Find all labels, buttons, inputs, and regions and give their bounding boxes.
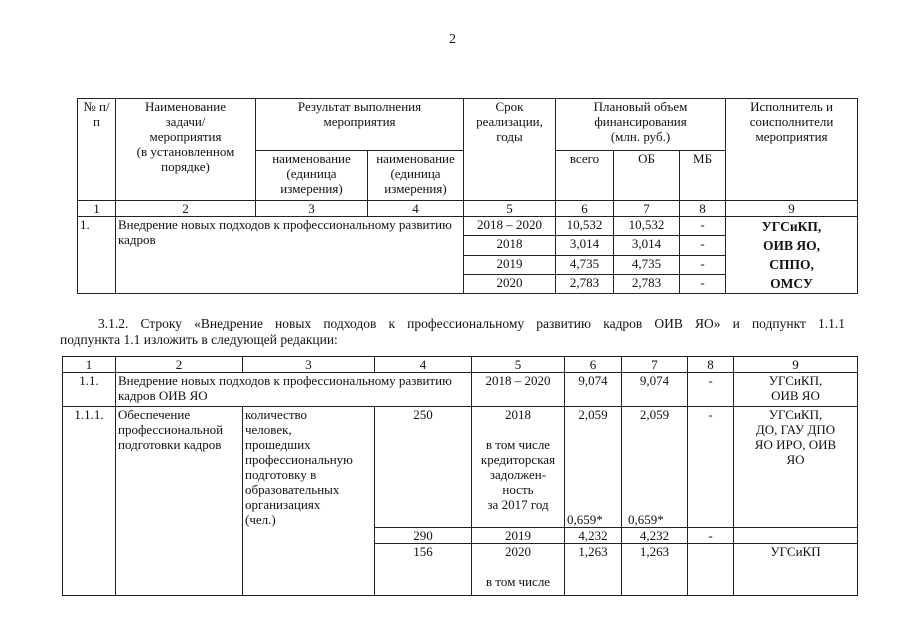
row-value: 290 [375,528,472,544]
col-number: 9 [726,201,858,217]
row-total: 2,783 [556,274,614,293]
header-result-value: наименование (единица измерения) [368,151,464,201]
row-year: 2019 [464,255,556,274]
row-executors: УГСиКП, ОИВ ЯО, СППО, ОМСУ [726,217,858,294]
row-total: 3,014 [556,236,614,255]
col-number: 8 [680,201,726,217]
header-result: Результат выполнения мероприятия [256,99,464,151]
row-ob-star: 0,659* [628,512,664,527]
col-number: 4 [375,357,472,373]
col-number: 5 [472,357,565,373]
col-number: 5 [464,201,556,217]
row-unit: количество человек, прошедших профессиональную подготовку в образовательных организациях (чел.) [243,407,375,596]
row-name: Внедрение новых подходов к профессиональному развитию кадров ОИВ ЯО [116,373,472,407]
row-executors [734,528,858,544]
header-num: № п/п [78,99,116,201]
row-year: 2020 [464,274,556,293]
amendment-paragraph [60,316,845,348]
header-funding-ob: ОБ [614,151,680,201]
row-year: 2020 в том числе [472,544,565,596]
col-number: 3 [256,201,368,217]
row-value: 250 [375,407,472,528]
table-1 [77,98,858,294]
row-mb: - [688,407,734,528]
row-total: 9,074 [565,373,622,407]
row-total: 2,059 0,659* [565,407,622,528]
row-executors: УГСиКП, ОИВ ЯО [734,373,858,407]
col-number: 7 [614,201,680,217]
header-funding: Плановый объем финансирования (млн. руб.) [556,99,726,151]
row-ob: 1,263 [622,544,688,596]
row-total: 4,232 [565,528,622,544]
col-number: 2 [116,201,256,217]
row-ob: 9,074 [622,373,688,407]
row-executors: УГСиКП, ДО, ГАУ ДПО ЯО ИРО, ОИВ ЯО [734,407,858,528]
row-year: 2018 [464,236,556,255]
header-result-name: наименование (единица измерения) [256,151,368,201]
row-mb: - [688,528,734,544]
row-mb: - [680,236,726,255]
row-mb [688,544,734,596]
row-ob: 4,735 [614,255,680,274]
row-total: 4,735 [556,255,614,274]
col-number: 1 [78,201,116,217]
header-task-name: Наименование задачи/ мероприятия (в установленном порядке) [116,99,256,201]
row-year: 2019 [472,528,565,544]
col-number: 6 [565,357,622,373]
table-2 [62,356,858,596]
row-name: Обеспечение профессиональной подготовки кадров [116,407,243,596]
row-total-star: 0,659* [567,512,603,527]
row-year: 2018 – 2020 [472,373,565,407]
header-funding-mb: МБ [680,151,726,201]
row-mb: - [680,217,726,236]
row-year: 2018 в том числе кредиторская задолжен- ность за 2017 год [472,407,565,528]
header-period: Срок реализации, годы [464,99,556,201]
col-number: 1 [63,357,116,373]
col-number: 7 [622,357,688,373]
header-executor: Исполнитель и соисполнители мероприятия [726,99,858,201]
col-number: 2 [116,357,243,373]
row-year: 2018 – 2020 [464,217,556,236]
page-number: 2 [449,32,456,47]
col-number: 6 [556,201,614,217]
row-executors: УГСиКП [734,544,858,596]
row-ob: 4,232 [622,528,688,544]
row-total: 1,263 [565,544,622,596]
header-funding-total: всего [556,151,614,201]
col-number: 8 [688,357,734,373]
row-ob: 2,059 0,659* [622,407,688,528]
row-name: Внедрение новых подходов к профессиональному развитию кадров [116,217,464,294]
row-mb: - [680,255,726,274]
row-num: 1. [78,217,116,294]
row-ob: 2,783 [614,274,680,293]
row-num: 1.1. [63,373,116,407]
row-ob: 10,532 [614,217,680,236]
row-value: 156 [375,544,472,596]
row-num: 1.1.1. [63,407,116,596]
col-number: 9 [734,357,858,373]
row-mb: - [688,373,734,407]
paragraph-line: 3.1.2. Строку «Внедрение новых подходов к профессиональному развитию кадров ОИВ ЯО» и подпункт 1.1.1 [98,316,845,331]
col-number: 4 [368,201,464,217]
col-number: 3 [243,357,375,373]
row-mb: - [680,274,726,293]
paragraph-line: подпункта 1.1 изложить в следующей редакции: [60,332,338,347]
row-ob: 3,014 [614,236,680,255]
row-total: 10,532 [556,217,614,236]
